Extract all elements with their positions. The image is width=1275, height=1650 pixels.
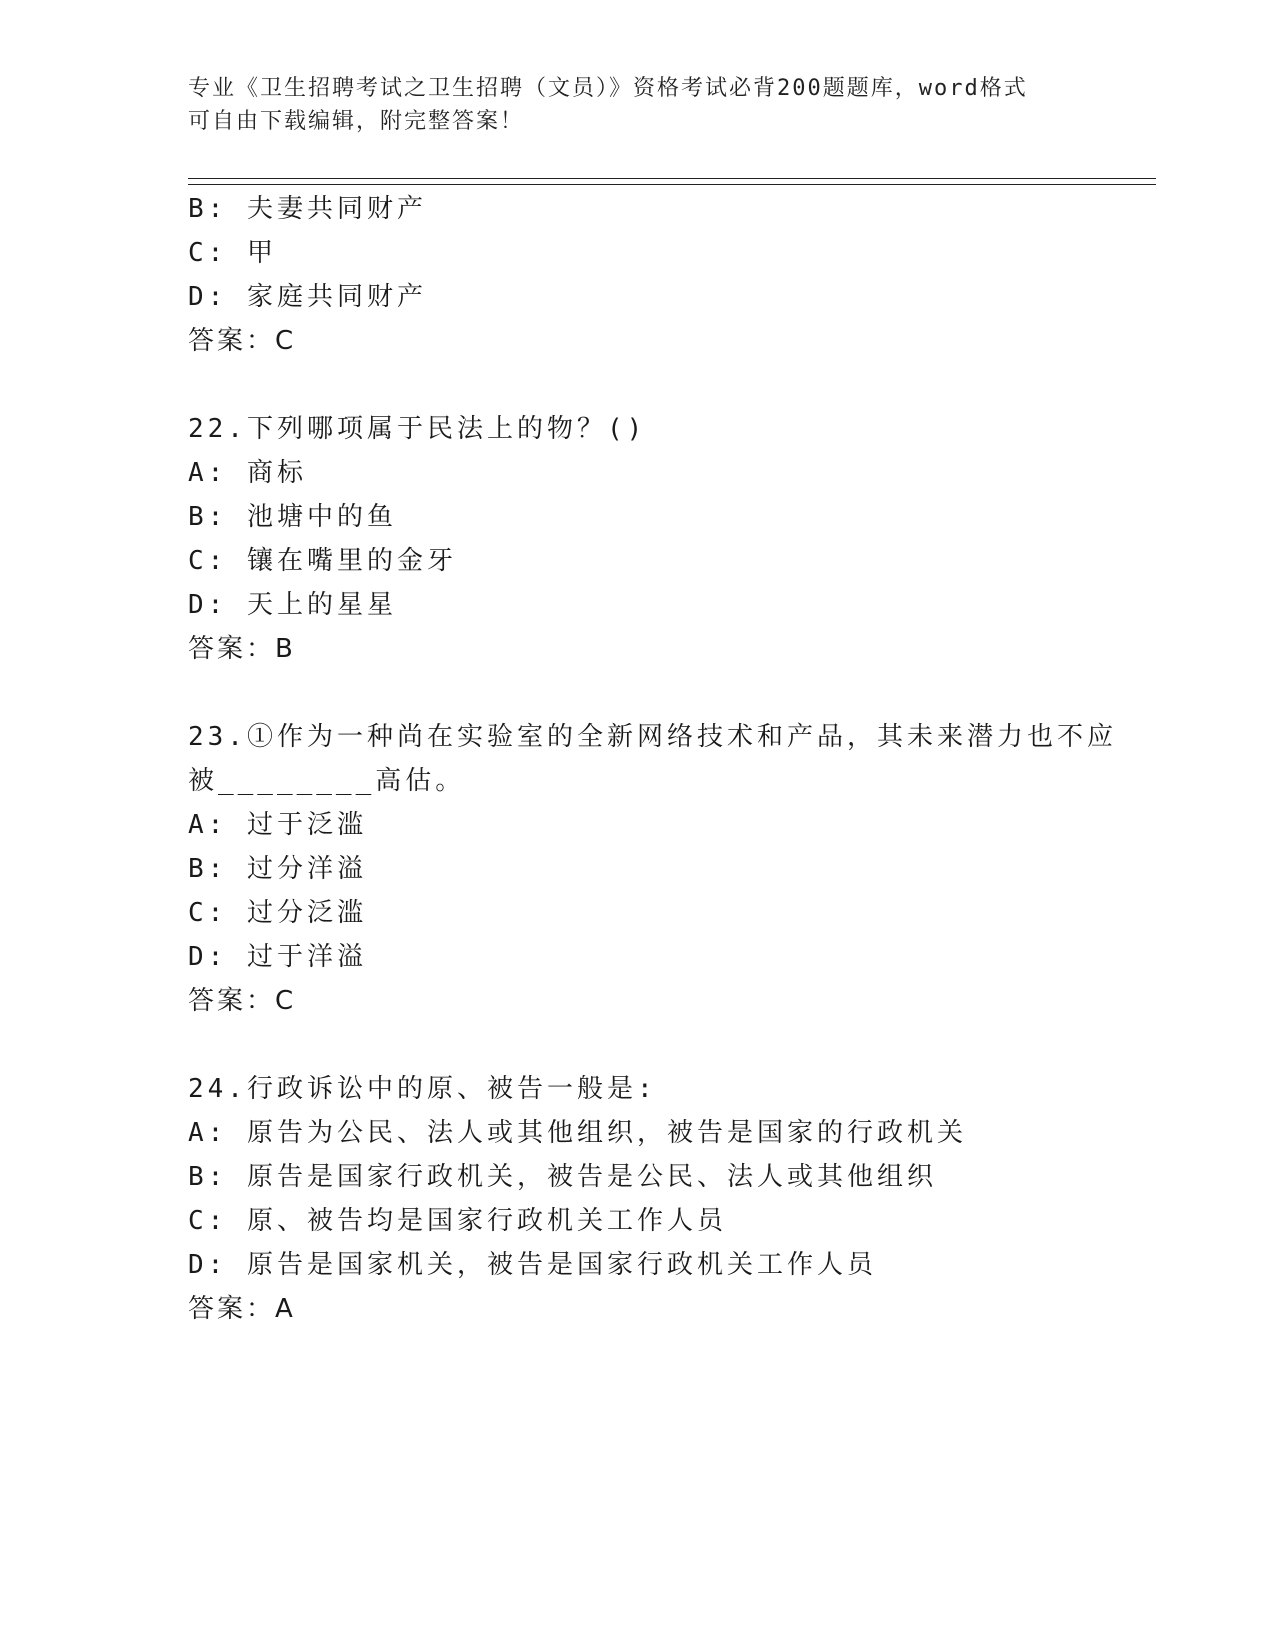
q24-stem: 24.行政诉讼中的原、被告一般是: <box>188 1074 657 1104</box>
q21-option-b: B: 夫妻共同财产 <box>188 194 427 224</box>
q23-option-a: A: 过于泛滥 <box>188 810 367 840</box>
q22-option-b: B: 池塘中的鱼 <box>188 502 397 532</box>
q23-option-d: D: 过于洋溢 <box>188 942 367 972</box>
header-divider-top <box>188 178 1156 179</box>
q22-option-c: C: 镶在嘴里的金牙 <box>188 546 457 576</box>
q23-stem-line-1: 23.①作为一种尚在实验室的全新网络技术和产品，其未来潜力也不应 <box>188 722 1117 752</box>
q24-option-b: B: 原告是国家行政机关，被告是公民、法人或其他组织 <box>188 1162 937 1192</box>
q24-answer: 答案：A <box>188 1294 296 1324</box>
q24-option-d: D: 原告是国家机关，被告是国家行政机关工作人员 <box>188 1250 877 1280</box>
q24-option-c: C: 原、被告均是国家行政机关工作人员 <box>188 1206 727 1236</box>
q21-option-d: D: 家庭共同财产 <box>188 282 427 312</box>
q23-option-b: B: 过分洋溢 <box>188 854 367 884</box>
q24-option-a: A: 原告为公民、法人或其他组织，被告是国家的行政机关 <box>188 1118 967 1148</box>
header-divider-bottom <box>188 184 1156 185</box>
q22-option-d: D: 天上的星星 <box>188 590 397 620</box>
q21-option-c: C: 甲 <box>188 238 277 268</box>
q23-answer: 答案：C <box>188 986 297 1016</box>
q23-stem-line-2: 被________高估。 <box>188 766 466 796</box>
document-header <box>188 72 1068 138</box>
q21-answer: 答案：C <box>188 326 297 356</box>
q22-option-a: A: 商标 <box>188 458 307 488</box>
q22-stem: 22.下列哪项属于民法上的物？() <box>188 414 647 444</box>
header-line-2: 可自由下载编辑，附完整答案！ <box>188 109 525 134</box>
header-line-1: 专业《卫生招聘考试之卫生招聘（文员）》资格考试必背200题题库，word格式 <box>188 76 1028 101</box>
q22-answer: 答案：B <box>188 634 296 664</box>
q23-option-c: C: 过分泛滥 <box>188 898 367 928</box>
